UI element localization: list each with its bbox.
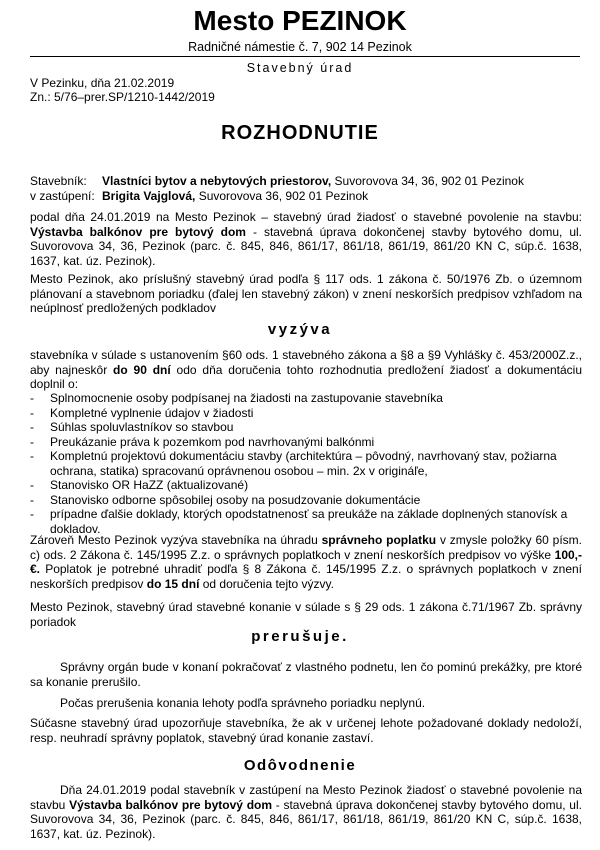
document-date: V Pezinku, dňa 21.02.2019 bbox=[30, 76, 175, 90]
builder-row bbox=[30, 174, 582, 189]
paragraph-warning: Súčasne stavebný úrad upozorňuje stavebníka, že ak v určenej lehote požadované doklady nedoloží, resp. neuhradí správny poplatok, stavebný úrad konanie zastaví. bbox=[30, 716, 582, 745]
text-span: podal dňa 24.01.2019 na Mesto Pezinok – stavebný úrad žiadosť o stavebné povolenie na stavbu: bbox=[30, 210, 582, 224]
list-item bbox=[30, 449, 582, 478]
paragraph-application bbox=[30, 210, 582, 268]
parties-block bbox=[30, 174, 582, 203]
paragraph-deadlines: Počas prerušenia konania lehoty podľa správneho poriadku neplynú. bbox=[60, 696, 426, 710]
builder-name: Vlastníci bytov a nebytových priestorov, bbox=[102, 174, 332, 188]
list-item bbox=[30, 406, 582, 421]
list-item-text: Kompletné vyplnenie údajov v žiadosti bbox=[50, 405, 254, 420]
list-dash: - bbox=[30, 420, 34, 434]
fee-amount: 100,-€. bbox=[30, 547, 582, 576]
list-item bbox=[30, 507, 582, 536]
text-span: - stavebná úprava dokončenej stavby bytového domu, ul. Suvorovova 34, 36, Pezinok (parc. č. 845, 846, 861/17, 861/18, 861/19, 861/20 KN C, súp.č. 1638, 1637, kat. úz. Pezinok). bbox=[30, 224, 582, 268]
builder-address: Suvorovova 34, 36, 902 01 Pezinok bbox=[331, 174, 524, 188]
paragraph-proceedings: Mesto Pezinok, stavebný úrad stavebné konanie v súlade s § 29 ods. 1 zákona č.71/1967 Zb. správny poriadok bbox=[30, 600, 582, 629]
list-dash: - bbox=[30, 449, 34, 463]
required-documents-list bbox=[30, 391, 582, 536]
list-item-text: prípadne ďalšie doklady, ktorých opodstatnenosť sa preukáže na základe doplnených stanovísk a dokladov. bbox=[50, 507, 568, 536]
list-dash: - bbox=[30, 434, 34, 449]
paragraph-request bbox=[30, 348, 582, 392]
text-span: stavebníka v súlade s ustanovením §60 ods. 1 stavebného zákona a §8 a §9 Vyhlášky č. 453/2000Z.z., aby najneskôr bbox=[30, 348, 582, 377]
builder-label: Stavebník: bbox=[30, 174, 87, 188]
header-divider bbox=[30, 56, 580, 57]
list-dash: - bbox=[30, 405, 34, 420]
heading-prerusuje: prerušuje. bbox=[251, 628, 349, 645]
list-item-text: Splnomocnenie osoby podpísanej na žiadosti na zastupovanie stavebníka bbox=[50, 391, 443, 405]
document-title: ROZHODNUTIE bbox=[221, 122, 379, 144]
paragraph-fee bbox=[30, 533, 582, 591]
text-span: Dňa 24.01.2019 podal stavebník v zastúpení na Mesto Pezinok žiadosť o stavebné povolenie na stavbu bbox=[30, 783, 582, 812]
list-item-text: Preukázanie práva k pozemkom pod navrhovanými balkónmi bbox=[50, 434, 375, 449]
representative-address: Suvorovova 36, 902 01 Pezinok bbox=[195, 188, 369, 203]
paragraph-authority: Mesto Pezinok, ako príslušný stavebný úrad podľa § 117 ods. 1 zákona č. 50/1976 Zb. o územnom plánovaní a stavebnom poriadku (ďalej len stavebný zákon) v znení neskorších predpisov vzhľadom na neúplnosť predložených podkladov bbox=[30, 272, 582, 315]
city-address: Radničné námestie č. 7, 902 14 Pezinok bbox=[188, 40, 412, 54]
list-dash: - bbox=[30, 391, 34, 405]
list-item bbox=[30, 420, 582, 435]
paragraph-justification bbox=[30, 783, 582, 841]
text-span: od doručenia tejto výzvy. bbox=[199, 576, 334, 591]
deadline-15: do 15 dní bbox=[146, 576, 200, 591]
list-item-text: Stanovisko OR HaZZ (aktualizované) bbox=[50, 478, 249, 492]
representative-label: v zastúpení: bbox=[30, 188, 95, 203]
list-item-text: Súhlas spoluvlastníkov so stavbou bbox=[50, 420, 234, 434]
list-dash: - bbox=[30, 492, 34, 507]
list-item bbox=[30, 478, 582, 493]
office-name: Stavebný úrad bbox=[246, 61, 354, 75]
representative-name: Brigita Vajglová, bbox=[102, 188, 196, 203]
text-span: odo dňa doručenia tohto rozhodnutia predložení žiadosť a dokumentáciu doplnil o: bbox=[30, 362, 582, 391]
paragraph-continuation: Správny orgán bude v konaní pokračovať z vlastného podnetu, len čo pominú prekážky, pre ktoré sa konanie prerušilo. bbox=[30, 660, 582, 689]
document-reference: Zn.: 5/76–prer.SP/1210-1442/2019 bbox=[30, 90, 215, 104]
text-span: v zmysle položky 60 písm. c) ods. 2 Zákona č. 145/1995 Z.z. o správnych poplatkoch v znení neskorších predpisov vo výške bbox=[30, 533, 582, 562]
list-item bbox=[30, 435, 582, 450]
fee-label: správneho poplatku bbox=[321, 533, 437, 547]
deadline-90: do 90 dní bbox=[113, 362, 171, 377]
list-item-text: Kompletnú projektovú dokumentáciu stavby (architektúra – pôvodný, navrhovaný stav, požiarna ochrana, statika) spracovanú oprávnenou osobou – min. 2x v origináľe, bbox=[50, 449, 557, 478]
list-dash: - bbox=[30, 507, 34, 521]
city-title: Mesto PEZINOK bbox=[193, 5, 407, 36]
list-item bbox=[30, 391, 582, 406]
project-name: Výstavba balkónov pre bytový dom bbox=[30, 224, 246, 239]
heading-odovodnenie: Odôvodnenie bbox=[243, 757, 357, 774]
representative-row bbox=[30, 189, 582, 204]
heading-vyzyva: vyzýva bbox=[267, 321, 333, 338]
list-item-text: Stanovisko odborne spôsobilej osoby na posudzovanie dokumentácie bbox=[50, 492, 421, 507]
list-item bbox=[30, 493, 582, 508]
project-name: Výstavba balkónov pre bytový dom bbox=[69, 797, 273, 812]
text-span: Zároveň Mesto Pezinok vyzýva stavebníka na úhradu bbox=[30, 533, 322, 547]
text-span: Poplatok je potrebné uhradiť podľa § 8 Zákona č. 145/1995 Z.z. o správnych poplatkoch v znení neskorších predpisov bbox=[30, 562, 582, 591]
text-span: - stavebná úprava dokončenej stavby bytového domu, ul. Suvorovova 34, 36, Pezinok (parc. č. 845, 846, 861/17, 861/18, 861/19, 861/20 KN C, súp.č. 1638, 1637, kat. úz. Pezinok). bbox=[30, 797, 582, 841]
list-dash: - bbox=[30, 478, 34, 492]
